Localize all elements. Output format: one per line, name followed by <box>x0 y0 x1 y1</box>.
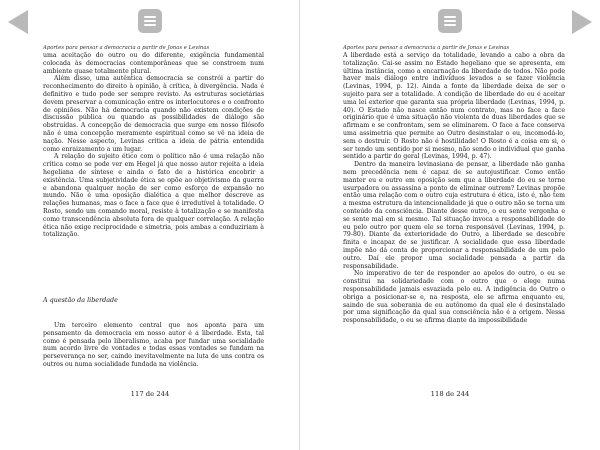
page-number: 118 de 244 <box>430 390 470 398</box>
page-body <box>43 52 264 369</box>
running-head: Aportes para pensar a democracia a partir de Jonas e Levinas <box>343 45 510 51</box>
previous-page-icon[interactable] <box>6 9 30 35</box>
paragraph: Dentro da maneira levinasiana de pensar, a liberdade não ganha nem precedência nem é capaz de se autojustificar. Como então manter eu e outro em oposição sem que a liberdade do eu se torne usurpadora ou assassina a ponto de eliminar outrem? Levinas propõe então uma relação com o outro cuja estrutura é ética, isto é, não tem a mesma estrutura da intencionalidade já que o outro não se torna um conteúdo da consciência. Diante desse outro, o eu sente vergonha e se sente mal em si mesmo. Tal situação invoca a responsabilidade do eu pelo outro por quem ele se torna responsável (Levinas, 1994, p. 79-80). Diante da exterioridade do Outro, a liberdade se descobre finita e incapaz de se justificar. A socialidade que essa liberdade impõe não dá conta de proporcionar a responsabilidade de um pelo outro. Daí ele propor uma socialidade pensada a partir da responsabilidade. <box>343 161 565 270</box>
paragraph: Além disso, uma autêntica democracia se constrói a partir do reconhecimento do direito à opinião, à crítica, à divergência. Nada é definitivo e tudo pode ser sempre revisto. As estruturas societárias devem preservar a comunicação entre os interlocutores e o confronto de opiniões. Não há democracia quando não existem condições de discussão pública ou quando as possibilidades de diálogo são obstruídas. A concepção de democracia que surge em nosso filósofo não é uma concepção meramente espiritual como se vê na ideia de nação. Nesse aspecto, Levinas critica a ideia de pátria entendida como enraizamento a um lugar. <box>43 75 264 153</box>
page-number: 117 de 244 <box>130 390 170 398</box>
paragraph: A relação do sujeito ético com o político não é uma relação não crítica como se pode ver em Hegel já que nosso autor rejeita a ideia hegeliana de síntese e ainda o fato de a histórica encobrir a existência. Uma subjetividade ética se opõe ao objetivismo da guerra e abandona qualquer noção de ser como esforço de expansão no mundo. Não é uma oposição dialética a que melhor descreve as relações humanas, mas o face a face que é irredutível à totalidade. O Rosto, sendo um comando moral, resiste à totalização e se manifesta como transcendência absoluta fora de qualquer correlação. A relação ética não exige reciprocidade e simetria, pois ambas a conduziriam à totalização. <box>43 153 264 239</box>
menu-icon[interactable] <box>138 9 162 33</box>
section-title: A questão da liberdade <box>43 296 118 305</box>
menu-icon[interactable] <box>438 9 462 33</box>
paragraph: Um terceiro elemento central que nos aponta para um pensamento da democracia em nosso autor é a liberdade. Esta, tal como é pensada pelo liberalismo, acaba por fundar uma socialidade num acordo livre de vontades e todas essas vontades se fundam na perseverança no ser, caindo inevitavelmente na luta de uns contra os outros ou numa socialidade fundada na violência. <box>43 321 264 368</box>
running-head: Aportes para pensar a democracia a partir de Jonas e Levinas <box>43 45 210 51</box>
next-page-icon[interactable] <box>570 9 594 35</box>
paragraph: A liberdade está a serviço da totalidade, levando a cabo a obra da totalização. Cai-se assim no Estado hegeliano que se apresenta, em última instância, como a encarnação da liberdade de todos. Não pode haver mais diálogo entre indivíduos levados a se fazer violência (Levinas, 1994, p. 12). Ainda a fonte da liberdade deixa de ser o sujeito para ser a totalidade. A condição de liberdade do eu é aceitar uma lei exterior que garanta sua própria liberdade (Levinas, 1994, p. 40). O Estado não nasce então num contrato, mas no face a face originário que é uma situação não violenta de duas liberdades que se afirmam e se confrontam, sem se eliminarem. O face a face conserva uma assimetria que permite ao Outro desinstalar o eu, incomodá-lo, sem o destruir. O Rosto não é hostilidade! O Rosto é a coisa em si, o ser tendo um sentido por si mesmo, não sendo o individual que ganha sentido a partir do geral (Levinas, 1994, p. 47). <box>343 52 565 161</box>
right-page <box>300 0 600 450</box>
paragraph: No imperativo de ter de responder ao apelos do outro, o eu se constitui na solidariedade com o outro que o elege numa responsabilidade jamais esvaziada pelo eu. A indigência do Outro o obriga a posicionar-se e, na resposta, ele se afirma enquanto eu, saindo de sua soberania de eu autônomo da qual ele é desinstalado por uma significação da qual sua consciência não é a origem. Nessa responsabilidade, o eu se afirma diante da impossibilidade <box>343 270 565 325</box>
page-body <box>343 52 565 325</box>
paragraph: uma aceitação do outro ou do diferente, exigência fundamental colocada às democracias contemporâneas que se constroem num ambiente quase totalmente plural. <box>43 52 264 75</box>
